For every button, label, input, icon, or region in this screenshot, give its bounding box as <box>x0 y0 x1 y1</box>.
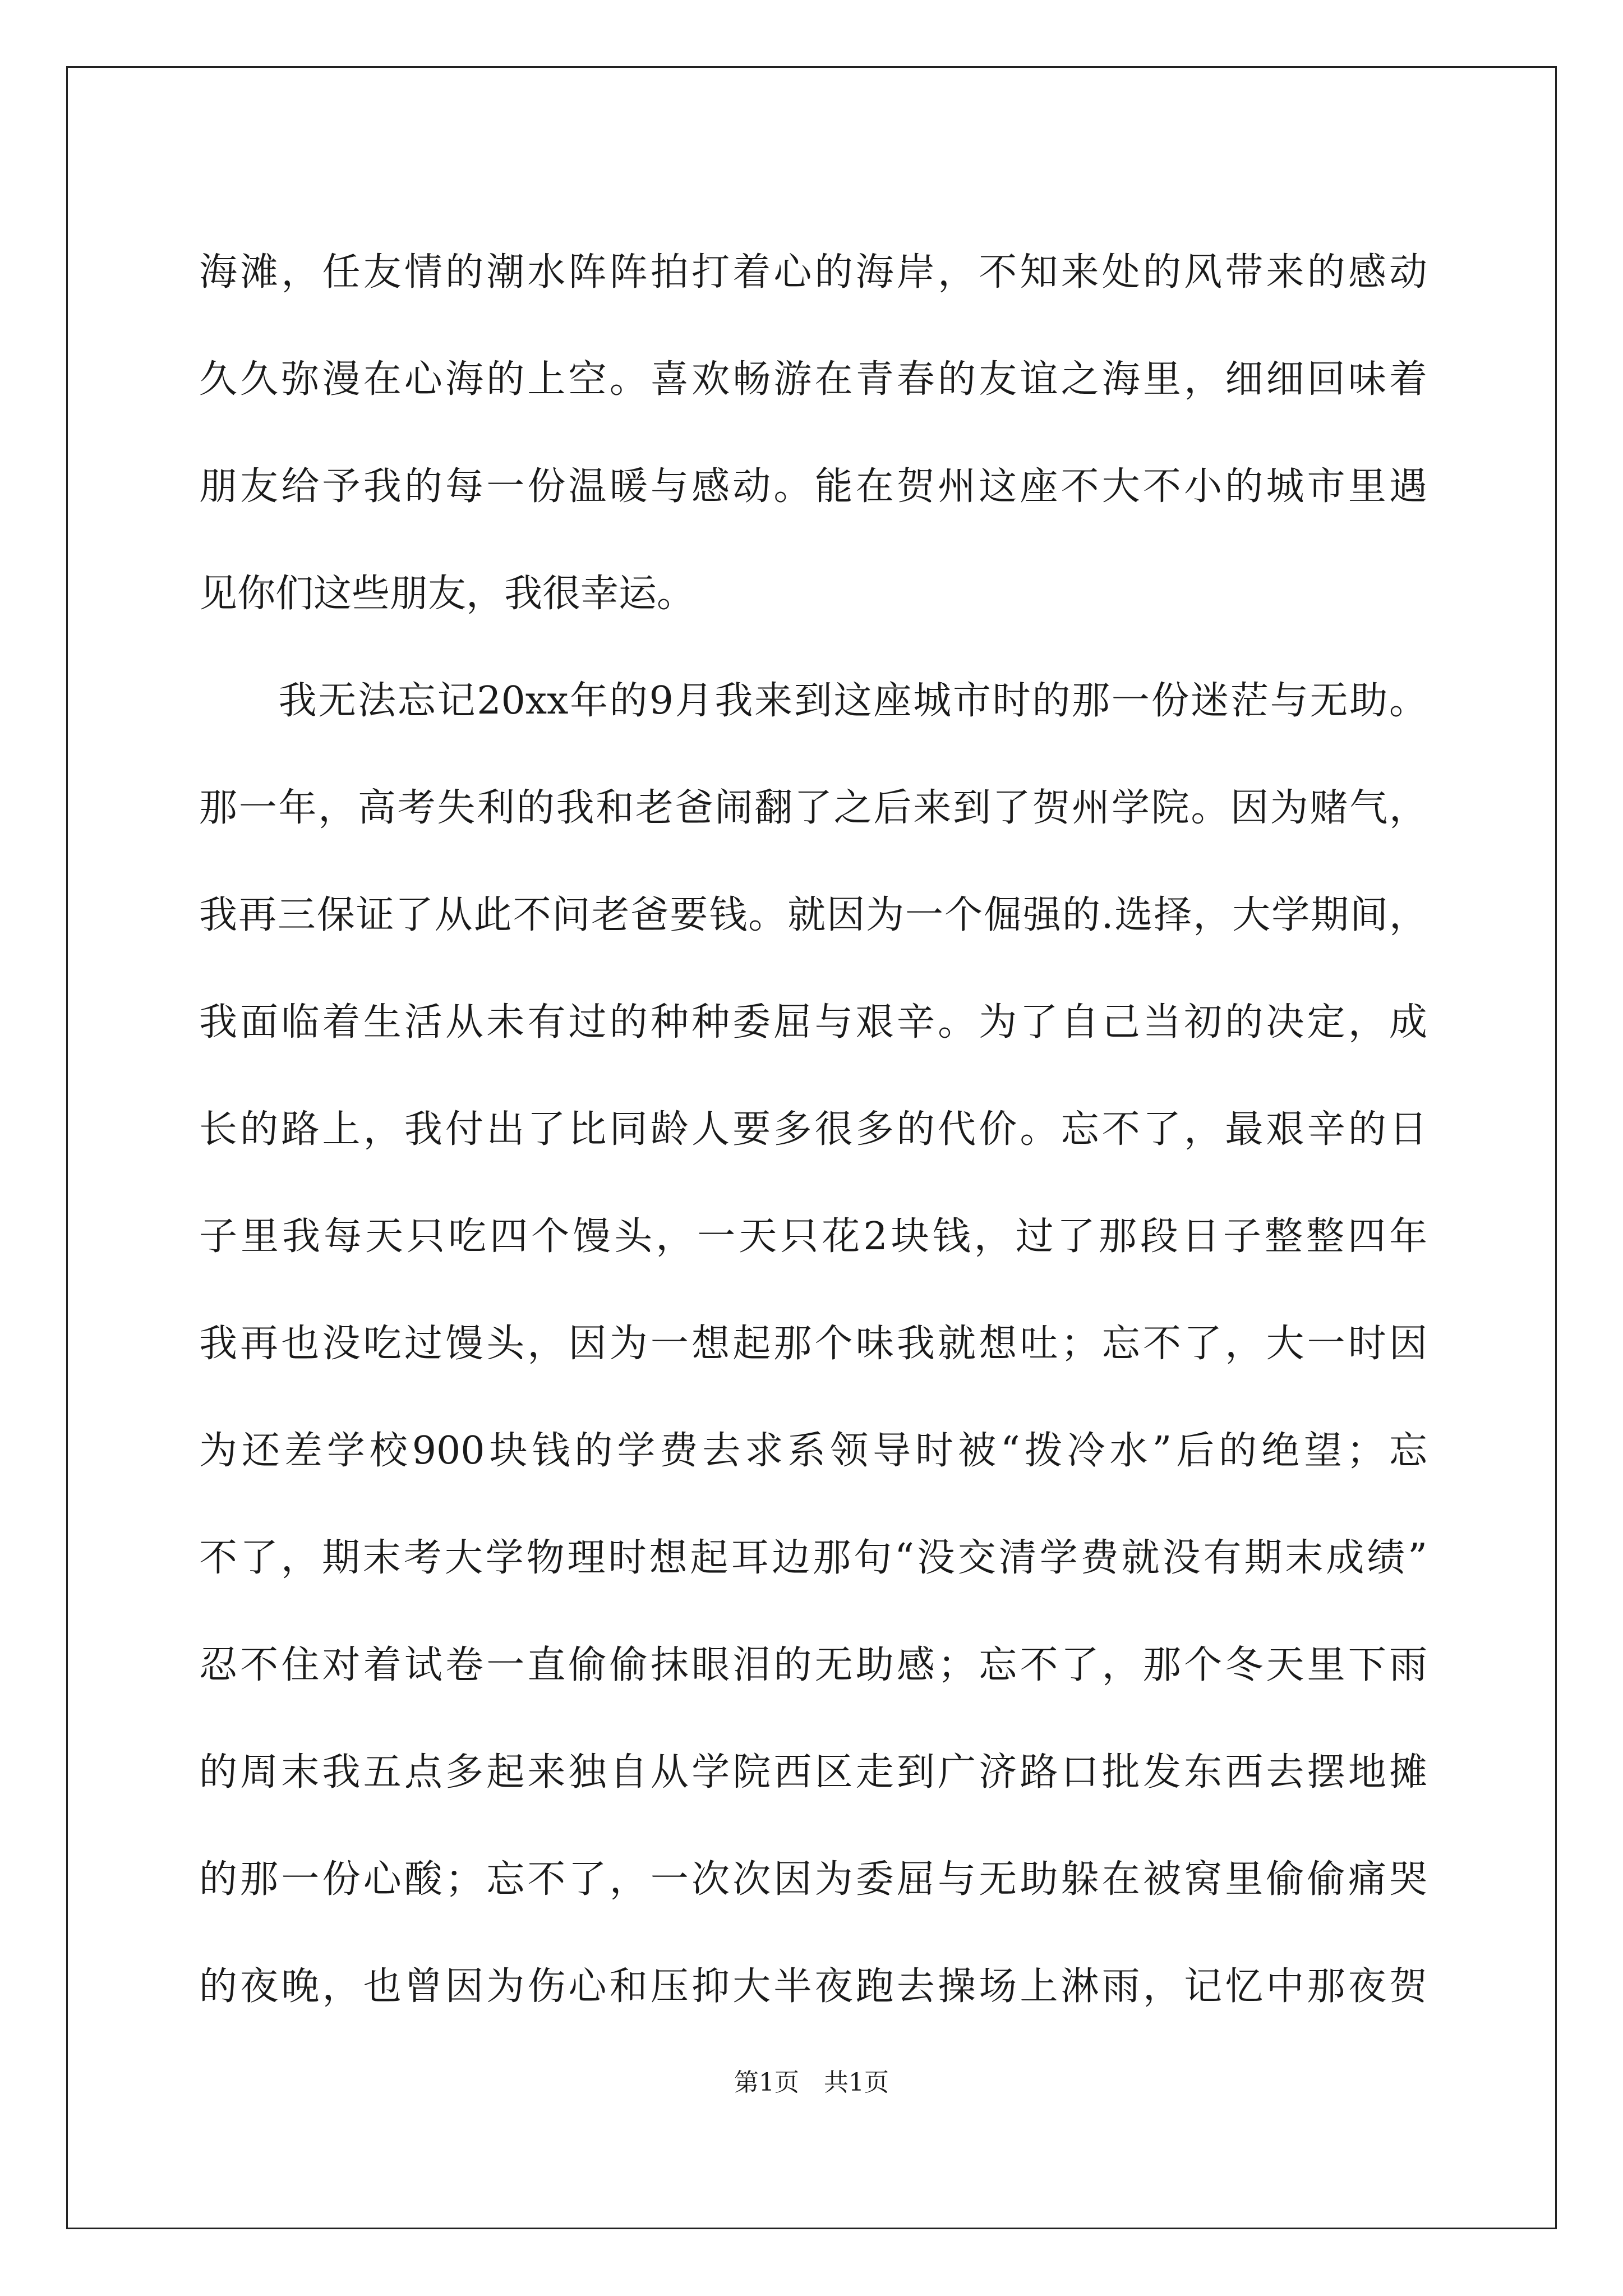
text-line: 我再三保证了从此不问老爸要钱。就因为一个倔强的.选择，大学期间， <box>199 893 1427 937</box>
text-line: 的夜晚，也曾因为伤心和压抑大半夜跑去操场上淋雨，记忆中那夜贺 <box>199 1964 1427 2009</box>
text-line: 的那一份心酸；忘不了，一次次因为委屈与无助躲在被窝里偷偷痛哭 <box>199 1857 1427 1902</box>
text-line: 的周末我五点多起来独自从学院西区走到广济路口批发东西去摆地摊 <box>199 1750 1427 1795</box>
text-line: 久久弥漫在心海的上空。喜欢畅游在青春的友谊之海里，细细回味着 <box>199 357 1427 402</box>
text-line: 朋友给予我的每一份温暖与感动。能在贺州这座不大不小的城市里遇 <box>199 464 1427 509</box>
page-footer: 第1页 共1页 <box>734 2068 889 2097</box>
text-line: 那一年，高考失利的我和老爸闹翻了之后来到了贺州学院。因为赌气， <box>199 786 1427 830</box>
text-line: 为还差学校900块钱的学费去求系领导时被“拨冷水”后的绝望；忘 <box>199 1429 1427 1473</box>
text-line: 见你们这些朋友，我很幸运。 <box>199 572 695 616</box>
text-line: 子里我每天只吃四个馒头，一天只花2块钱，过了那段日子整整四年 <box>199 1214 1427 1259</box>
text-line: 我面临着生活从未有过的种种委屈与艰辛。为了自己当初的决定，成 <box>199 1000 1427 1045</box>
text-line: 忍不住对着试卷一直偷偷抹眼泪的无助感；忘不了，那个冬天里下雨 <box>199 1643 1427 1687</box>
text-line: 不了，期末考大学物理时想起耳边那句“没交清学费就没有期末成绩” <box>199 1536 1427 1580</box>
text-line: 我无法忘记20xx年的9月我来到这座城市时的那一份迷茫与无助。 <box>199 679 1427 723</box>
document-body <box>199 219 1427 2040</box>
text-line: 长的路上，我付出了比同龄人要多很多的代价。忘不了，最艰辛的日 <box>199 1107 1427 1152</box>
text-line: 我再也没吃过馒头，因为一想起那个味我就想吐；忘不了，大一时因 <box>199 1322 1427 1366</box>
text-line: 海滩，任友情的潮水阵阵拍打着心的海岸，不知来处的风带来的感动 <box>199 250 1427 295</box>
